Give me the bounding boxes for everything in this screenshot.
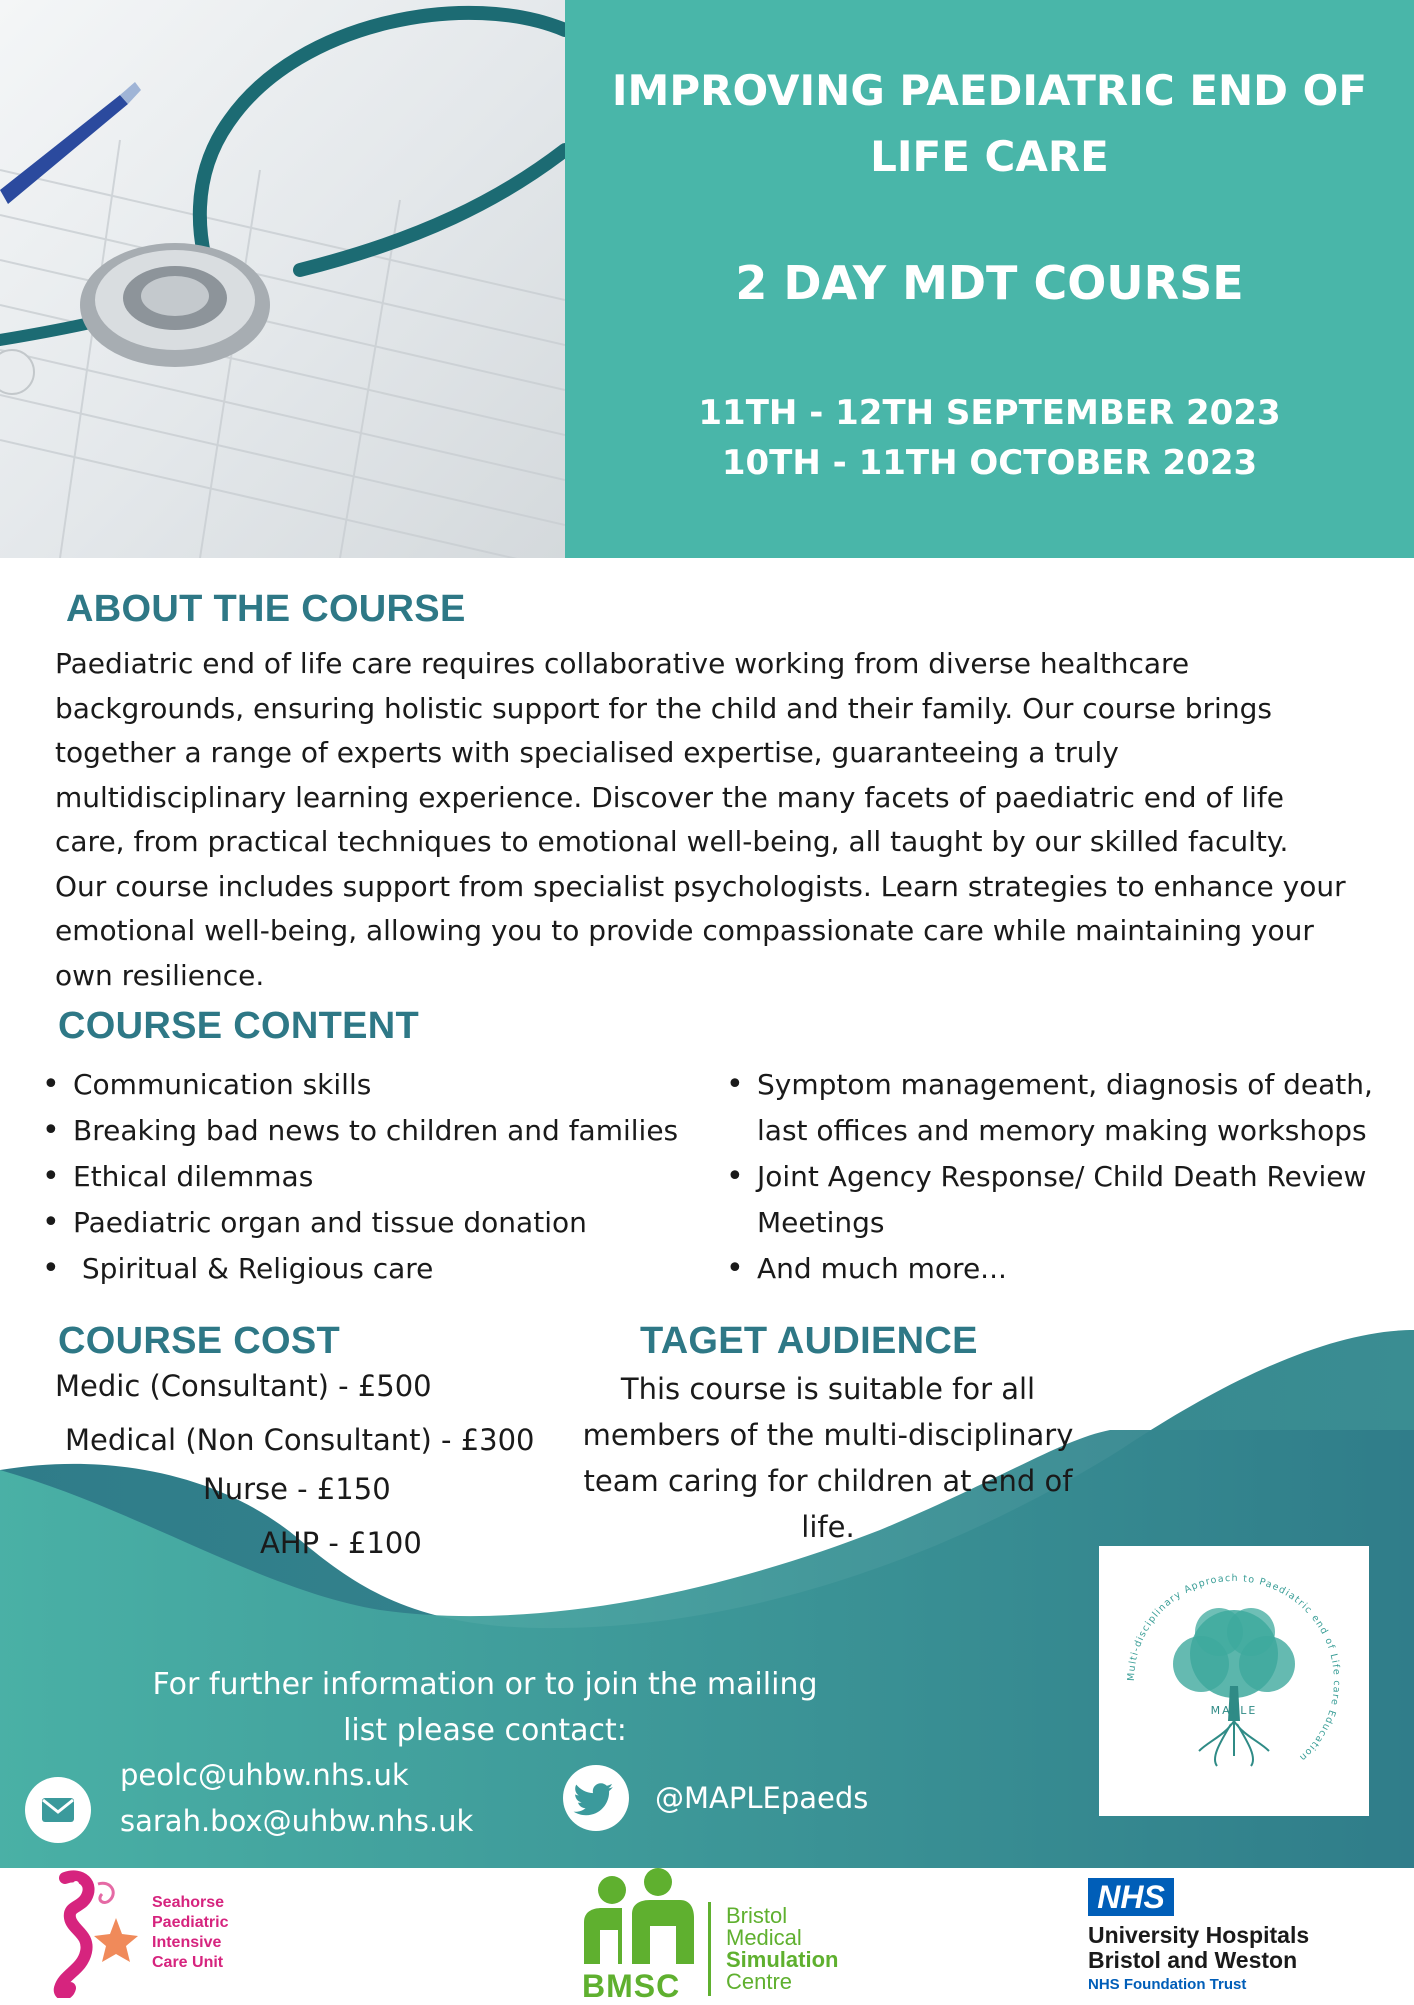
seahorse-line: Paediatric: [152, 1914, 229, 1931]
list-item: • Symptom management, diagnosis of death, last offices and memory making workshops: [722, 1062, 1402, 1154]
email-list: [120, 1752, 473, 1844]
contact-intro: [140, 1662, 830, 1754]
seahorse-icon: [20, 1870, 145, 1998]
about-line: Our course includes support from specialist psychologists. Learn strategies to enhance your: [55, 869, 1346, 903]
about-line: emotional well-being, allowing you to provide compassionate care while maintaining your: [55, 914, 1314, 947]
cost-line: Medical (Non Consultant) - £300: [65, 1423, 535, 1457]
about-line: multidisciplinary learning experience. Discover the many facets of paediatric end of life: [55, 780, 1284, 814]
stethoscope-photo: [0, 0, 565, 558]
date-line: 10TH - 11TH OCTOBER 2023: [721, 443, 1258, 483]
twitter-bird-icon: [563, 1765, 629, 1831]
starfish-icon: [94, 1918, 138, 1962]
bmsc-mark: BMSC: [582, 1968, 681, 2004]
content-list-right: [722, 1062, 1402, 1292]
footer: [0, 1868, 1414, 2004]
content-heading: COURSE CONTENT: [58, 1005, 419, 1047]
cost-line: AHP - £100: [260, 1526, 422, 1560]
list-item: • Breaking bad news to children and families: [38, 1108, 718, 1154]
nhs-line: Bristol and Weston: [1088, 1947, 1298, 1973]
course-subtitle: 2 DAY MDT COURSE: [735, 256, 1244, 310]
list-item: • Ethical dilemmas: [38, 1154, 718, 1200]
nhs-foundation-trust: NHS Foundation Trust: [1088, 1976, 1247, 1993]
contact-intro-line: list please contact:: [343, 1713, 627, 1748]
stethoscope-illustration: [0, 0, 565, 558]
about-line: together a range of experts with specialised expertise, guaranteeing a truly: [55, 736, 1119, 769]
nhs-logo: NHS: [1088, 1878, 1174, 1916]
seahorse-line: Care Unit: [152, 1954, 224, 1971]
bmsc-divider: [708, 1902, 711, 1996]
about-line: care, from practical techniques to emotional well-being, all taught by our skilled faculty.: [55, 825, 1289, 858]
bmsc-line: Bristol: [726, 1903, 788, 1928]
maple-logo: [1099, 1546, 1369, 1816]
nhs-line: University Hospitals: [1088, 1922, 1310, 1948]
tree-logo: [1099, 1546, 1369, 1816]
maple-ring-text: Multi-disciplinary Approach to Paediatric end of Life care Education: [1125, 1572, 1343, 1764]
bmsc-line: Simulation: [726, 1947, 839, 1972]
date-line: 11TH - 12TH SEPTEMBER 2023: [698, 393, 1281, 433]
list-item: • And much more...: [722, 1246, 1402, 1292]
maple-word: MAPLE: [1210, 1704, 1258, 1717]
about-heading: ABOUT THE COURSE: [66, 588, 466, 630]
course-title: IMPROVING PAEDIATRIC END OF LIFE CARE: [611, 66, 1368, 181]
list-item: • Paediatric organ and tissue donation: [38, 1200, 718, 1246]
email-link[interactable]: peolc@uhbw.nhs.uk: [120, 1758, 409, 1792]
email-link[interactable]: sarah.box@uhbw.nhs.uk: [120, 1804, 474, 1838]
cost-line: Nurse - £150: [203, 1472, 391, 1506]
about-text: [55, 642, 1395, 998]
cost-heading: COURSE COST: [58, 1320, 340, 1362]
nhs-trust-name: [1088, 1923, 1309, 1973]
course-dates: [565, 388, 1414, 488]
email-icon: [25, 1777, 91, 1843]
list-item: • Spiritual & Religious care: [38, 1246, 718, 1292]
list-item: • Joint Agency Response/ Child Death Review Meetings: [722, 1154, 1402, 1246]
contact-intro-line: For further information or to join the mailing: [152, 1667, 818, 1702]
seahorse-line: Seahorse: [152, 1894, 225, 1911]
seahorse-logo-text: [152, 1893, 228, 1973]
bmsc-line: Centre: [726, 1969, 793, 1994]
list-item: • Communication skills: [38, 1062, 718, 1108]
about-line: Paediatric end of life care requires collaborative working from diverse healthcare: [55, 647, 1190, 680]
about-line: own resilience.: [55, 958, 265, 992]
content-list-left: [38, 1062, 718, 1292]
about-line: backgrounds, ensuring holistic support for the child and their family. Our course brings: [55, 691, 1272, 725]
seahorse-line: Intensive: [152, 1934, 222, 1951]
bmsc-line: Medical: [726, 1925, 802, 1950]
audience-text: This course is suitable for all members of the multi-disciplinary team caring for children at end of life.: [582, 1372, 1074, 1544]
bmsc-name: [726, 1905, 838, 1993]
twitter-handle[interactable]: @MAPLEpaeds: [655, 1781, 869, 1815]
audience-heading: TAGET AUDIENCE: [640, 1320, 978, 1362]
cost-line: Medic (Consultant) - £500: [55, 1369, 432, 1403]
header-banner: [565, 0, 1414, 558]
